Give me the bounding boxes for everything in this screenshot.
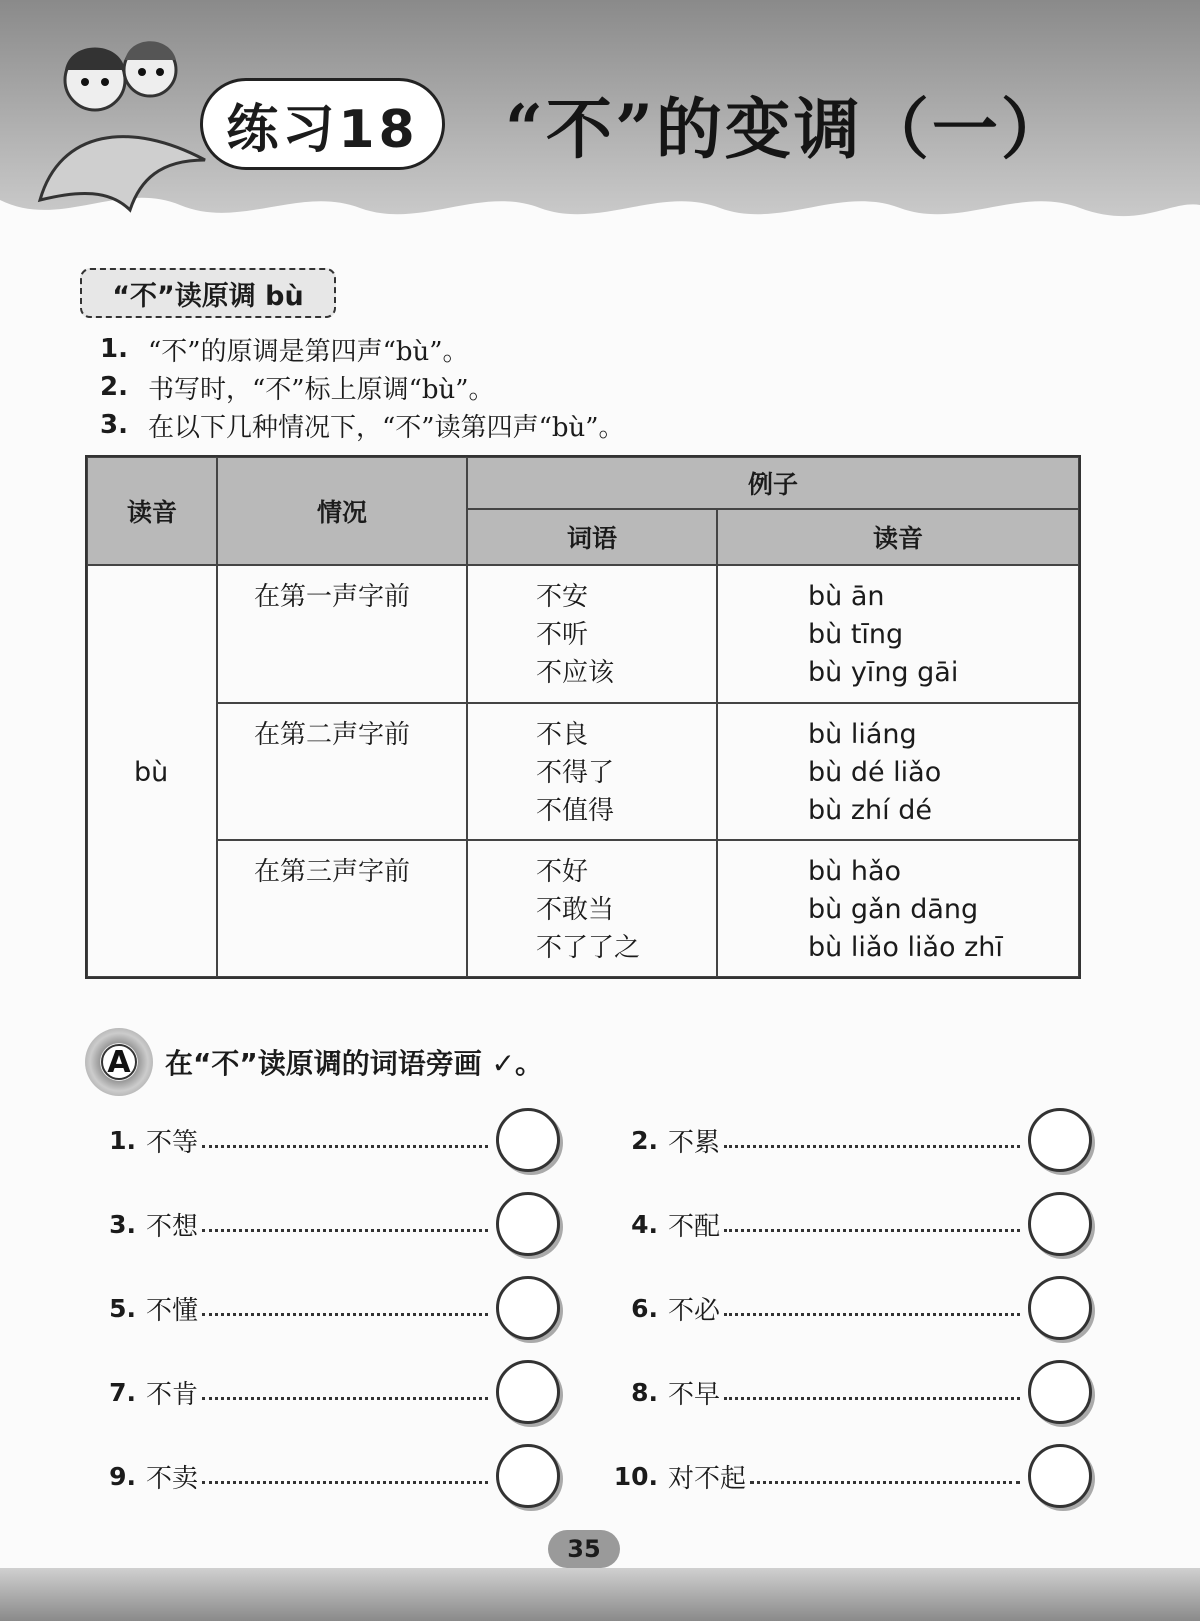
exercise-item bbox=[90, 1362, 560, 1422]
reading-cell bbox=[87, 565, 217, 977]
item-word: 不配 bbox=[668, 1211, 721, 1242]
answer-circle[interactable] bbox=[1028, 1360, 1092, 1424]
example-word: 不好 bbox=[536, 857, 589, 887]
note-number: 3. bbox=[100, 410, 128, 440]
answer-circle[interactable] bbox=[496, 1360, 560, 1424]
answer-circle[interactable] bbox=[496, 1108, 560, 1172]
pinyin-cell bbox=[717, 565, 1079, 703]
dotted-leader bbox=[202, 1397, 488, 1400]
header-situation: 情况 bbox=[217, 457, 467, 565]
exercise-item bbox=[90, 1446, 560, 1506]
dotted-leader bbox=[202, 1229, 488, 1232]
exercise-a-heading bbox=[85, 1028, 543, 1096]
situation-text: 在第三声字前 bbox=[254, 857, 411, 887]
item-word: 不早 bbox=[668, 1379, 721, 1410]
dotted-leader bbox=[724, 1145, 1020, 1148]
item-number: 3. bbox=[109, 1209, 136, 1239]
dotted-leader bbox=[750, 1481, 1020, 1484]
example-pinyin: bù dé liǎo bbox=[808, 757, 942, 788]
header-examples: 例子 bbox=[467, 457, 1079, 509]
item-number: 6. bbox=[631, 1293, 658, 1323]
exercise-number-label: 练习18 bbox=[200, 78, 445, 170]
answer-circle[interactable] bbox=[496, 1444, 560, 1508]
exercise-item bbox=[612, 1446, 1092, 1506]
example-word: 不良 bbox=[536, 720, 589, 750]
exercise-item bbox=[612, 1362, 1092, 1422]
tone-rules-table bbox=[85, 455, 1081, 979]
item-number: 5. bbox=[109, 1293, 136, 1323]
exercise-badge bbox=[85, 1028, 153, 1096]
example-word: 不安 bbox=[536, 582, 589, 612]
exercise-item bbox=[90, 1110, 560, 1170]
example-pinyin: bù zhí dé bbox=[808, 795, 932, 826]
situation-cell bbox=[217, 703, 467, 840]
words-cell bbox=[467, 703, 717, 840]
example-word: 不值得 bbox=[536, 796, 615, 826]
exercise-item bbox=[90, 1278, 560, 1338]
item-word: 不肯 bbox=[146, 1379, 199, 1410]
situation-text: 在第一声字前 bbox=[254, 582, 411, 612]
item-word: 不懂 bbox=[146, 1295, 199, 1326]
item-number: 4. bbox=[631, 1209, 658, 1239]
dotted-leader bbox=[724, 1313, 1020, 1316]
item-word: 不想 bbox=[146, 1211, 199, 1242]
answer-circle[interactable] bbox=[1028, 1276, 1092, 1340]
answer-circle[interactable] bbox=[1028, 1108, 1092, 1172]
example-pinyin: bù liǎo liǎo zhī bbox=[808, 932, 1003, 963]
words-cell bbox=[467, 565, 717, 703]
example-pinyin: bù liáng bbox=[808, 719, 917, 750]
item-number: 2. bbox=[631, 1125, 658, 1155]
item-number: 9. bbox=[109, 1461, 136, 1491]
section-tag: “不”读原调 bù bbox=[80, 268, 336, 318]
mascot-dolphin-kids-illustration bbox=[20, 10, 220, 220]
pinyin-cell bbox=[717, 840, 1079, 977]
situation-cell bbox=[217, 565, 467, 703]
answer-circle[interactable] bbox=[496, 1276, 560, 1340]
note-text: 在以下几种情况下，“不”读第四声“bù”。 bbox=[148, 412, 625, 443]
item-number: 8. bbox=[631, 1377, 658, 1407]
example-word: 不应该 bbox=[536, 658, 615, 688]
answer-circle[interactable] bbox=[1028, 1192, 1092, 1256]
exercise-instruction: 在“不”读原调的词语旁画 ✓。 bbox=[165, 1047, 544, 1080]
example-pinyin: bù yīng gāi bbox=[808, 657, 959, 688]
item-number: 1. bbox=[109, 1125, 136, 1155]
example-pinyin: bù ān bbox=[808, 581, 885, 612]
item-word: 不卖 bbox=[146, 1463, 199, 1494]
note-text: 书写时，“不”标上原调“bù”。 bbox=[148, 374, 495, 405]
header-reading: 读音 bbox=[87, 457, 217, 565]
note-line bbox=[100, 368, 1100, 406]
item-word: 不等 bbox=[146, 1127, 199, 1158]
dotted-leader bbox=[724, 1229, 1020, 1232]
exercise-item bbox=[90, 1194, 560, 1254]
example-pinyin: bù tīng bbox=[808, 619, 904, 650]
example-word: 不听 bbox=[536, 620, 589, 650]
dotted-leader bbox=[202, 1481, 488, 1484]
header-pronunciation: 读音 bbox=[717, 509, 1079, 565]
note-number: 1. bbox=[100, 334, 128, 364]
badge-letter: A bbox=[101, 1044, 137, 1080]
note-text: “不”的原调是第四声“bù”。 bbox=[148, 336, 469, 367]
pinyin-cell bbox=[717, 703, 1079, 840]
footer-band bbox=[0, 1568, 1200, 1621]
dotted-leader bbox=[724, 1397, 1020, 1400]
example-pinyin: bù gǎn dāng bbox=[808, 894, 979, 925]
dotted-leader bbox=[202, 1145, 488, 1148]
item-word: 对不起 bbox=[668, 1463, 747, 1494]
dotted-leader bbox=[202, 1313, 488, 1316]
example-pinyin: bù hǎo bbox=[808, 856, 902, 887]
item-number: 7. bbox=[109, 1377, 136, 1407]
note-line bbox=[100, 330, 1100, 368]
header-words: 词语 bbox=[467, 509, 717, 565]
item-number: 10. bbox=[613, 1461, 658, 1491]
example-word: 不了了之 bbox=[536, 933, 641, 963]
answer-circle[interactable] bbox=[496, 1192, 560, 1256]
exercise-item bbox=[612, 1194, 1092, 1254]
item-word: 不必 bbox=[668, 1295, 721, 1326]
page-title: “不”的变调（一） bbox=[505, 90, 1070, 168]
answer-circle[interactable] bbox=[1028, 1444, 1092, 1508]
example-word: 不得了 bbox=[536, 758, 615, 788]
exercise-item bbox=[612, 1110, 1092, 1170]
words-cell bbox=[467, 840, 717, 977]
note-number: 2. bbox=[100, 372, 128, 402]
example-word: 不敢当 bbox=[536, 895, 615, 925]
page-number: 35 bbox=[548, 1530, 620, 1568]
item-word: 不累 bbox=[668, 1127, 721, 1158]
reading-value: bù bbox=[134, 757, 169, 788]
situation-cell bbox=[217, 840, 467, 977]
rule-notes bbox=[100, 330, 1100, 444]
note-line bbox=[100, 406, 1100, 444]
situation-text: 在第二声字前 bbox=[254, 720, 411, 750]
exercise-item bbox=[612, 1278, 1092, 1338]
